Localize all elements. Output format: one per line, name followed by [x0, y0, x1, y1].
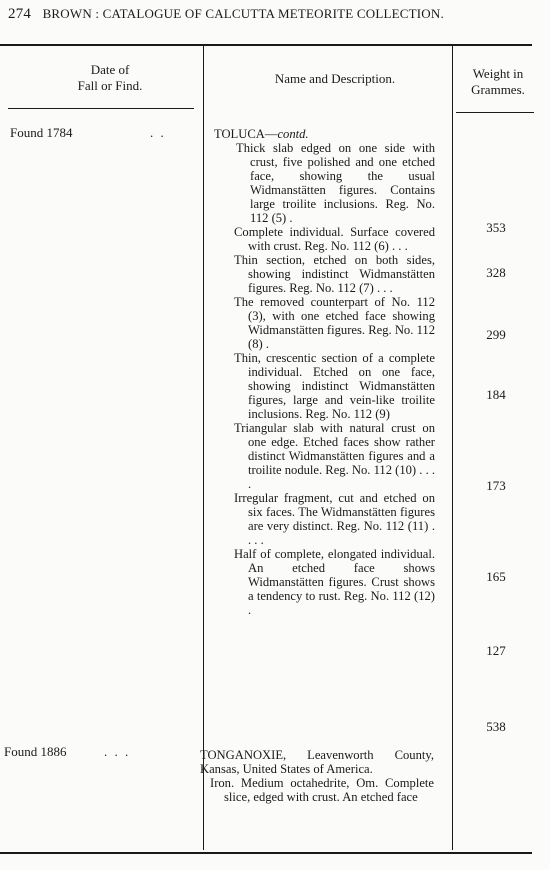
bottom-rule [0, 852, 532, 854]
weight-value: 165 [486, 569, 506, 584]
toluca-description [210, 127, 435, 617]
column-divider-left [203, 46, 204, 850]
header-underline-weight [456, 112, 534, 113]
toluca-entry-11: Irregular fragment, cut and etched on six faces. The Widmanstätten figures are very distinct. Reg. No. 112 (11) . . . . [234, 491, 435, 547]
running-title: BROWN : CATALOGUE OF CALCUTTA METEORITE COLLECTION. [42, 6, 444, 21]
weight-value: 299 [486, 327, 506, 342]
date-found-1886: Found 1886 [4, 744, 67, 759]
column-divider-right [452, 46, 453, 850]
date-found-1784: Found 1784 [10, 125, 73, 140]
running-header [8, 6, 548, 28]
page-number: 274 [8, 6, 32, 22]
toluca-title-contd: contd. [277, 127, 309, 141]
column-header-name: Name and Description. [274, 71, 396, 86]
toluca-title-name: TOLUCA— [214, 127, 278, 141]
weight-value: 184 [486, 387, 506, 402]
header-underline-date [8, 108, 194, 109]
toluca-entry-9: Thin, crescentic section of a complete individual. Etched on one face, showing indistinct Widmanstätten figures, large and vein-like troilite inclusions. Reg. No. 112 (9) [234, 351, 435, 421]
column-header-date [40, 62, 180, 94]
tonganoxie-title: TONGANOXIE, Leavenworth County, Kansas, United States of America. [200, 748, 434, 776]
toluca-entry-8: The removed counterpart of No. 112 (3), with one etched face showing Widmanstätten figures. Reg. No. 112 (8) . [234, 295, 435, 351]
toluca-entry-12: Half of complete, elongated individual. An etched face shows Widmanstätten figures. Crust shows a tendency to rust. Reg. No. 112 (12) . [234, 547, 435, 617]
weight-header-line-1: Weight in [472, 66, 524, 81]
toluca-entry-10: Triangular slab with natural crust on one edge. Etched faces show rather distinct Widmanstätten figures and a troilite nodule. Reg. No. 112 (10) . . . . [234, 421, 436, 491]
date-leader-dots: . . . [104, 744, 131, 759]
date-header-line-2: Fall or Find. [77, 78, 143, 93]
toluca-entry-7: Thin section, etched on both sides, showing indistinct Widmanstätten figures. Reg. No. 112 (7) . . . [234, 253, 435, 295]
weight-header-line-2: Grammes. [471, 82, 525, 97]
tonganoxie-entry-1: Iron. Medium octahedrite, Om. Complete slice, edged with crust. An etched face [210, 776, 434, 804]
weight-value: 127 [486, 643, 506, 658]
date-header-line-1: Date of [90, 62, 130, 77]
toluca-title [210, 127, 435, 141]
date-leader-dots: . . [150, 125, 166, 140]
weight-value: 538 [486, 719, 506, 734]
toluca-entry-5: Thick slab edged on one side with crust, five polished and one etched face, showing the usual Widmanstätten figures. Contains large troilite inclusions. Reg. No. 112 (5) . [236, 141, 435, 225]
toluca-entry-6: Complete individual. Surface covered with crust. Reg. No. 112 (6) . . . [234, 225, 435, 253]
column-header-weight [460, 66, 536, 98]
weight-value: 328 [486, 265, 506, 280]
weight-value: 173 [486, 478, 506, 493]
tonganoxie-description [200, 748, 434, 804]
weight-value: 353 [486, 220, 506, 235]
